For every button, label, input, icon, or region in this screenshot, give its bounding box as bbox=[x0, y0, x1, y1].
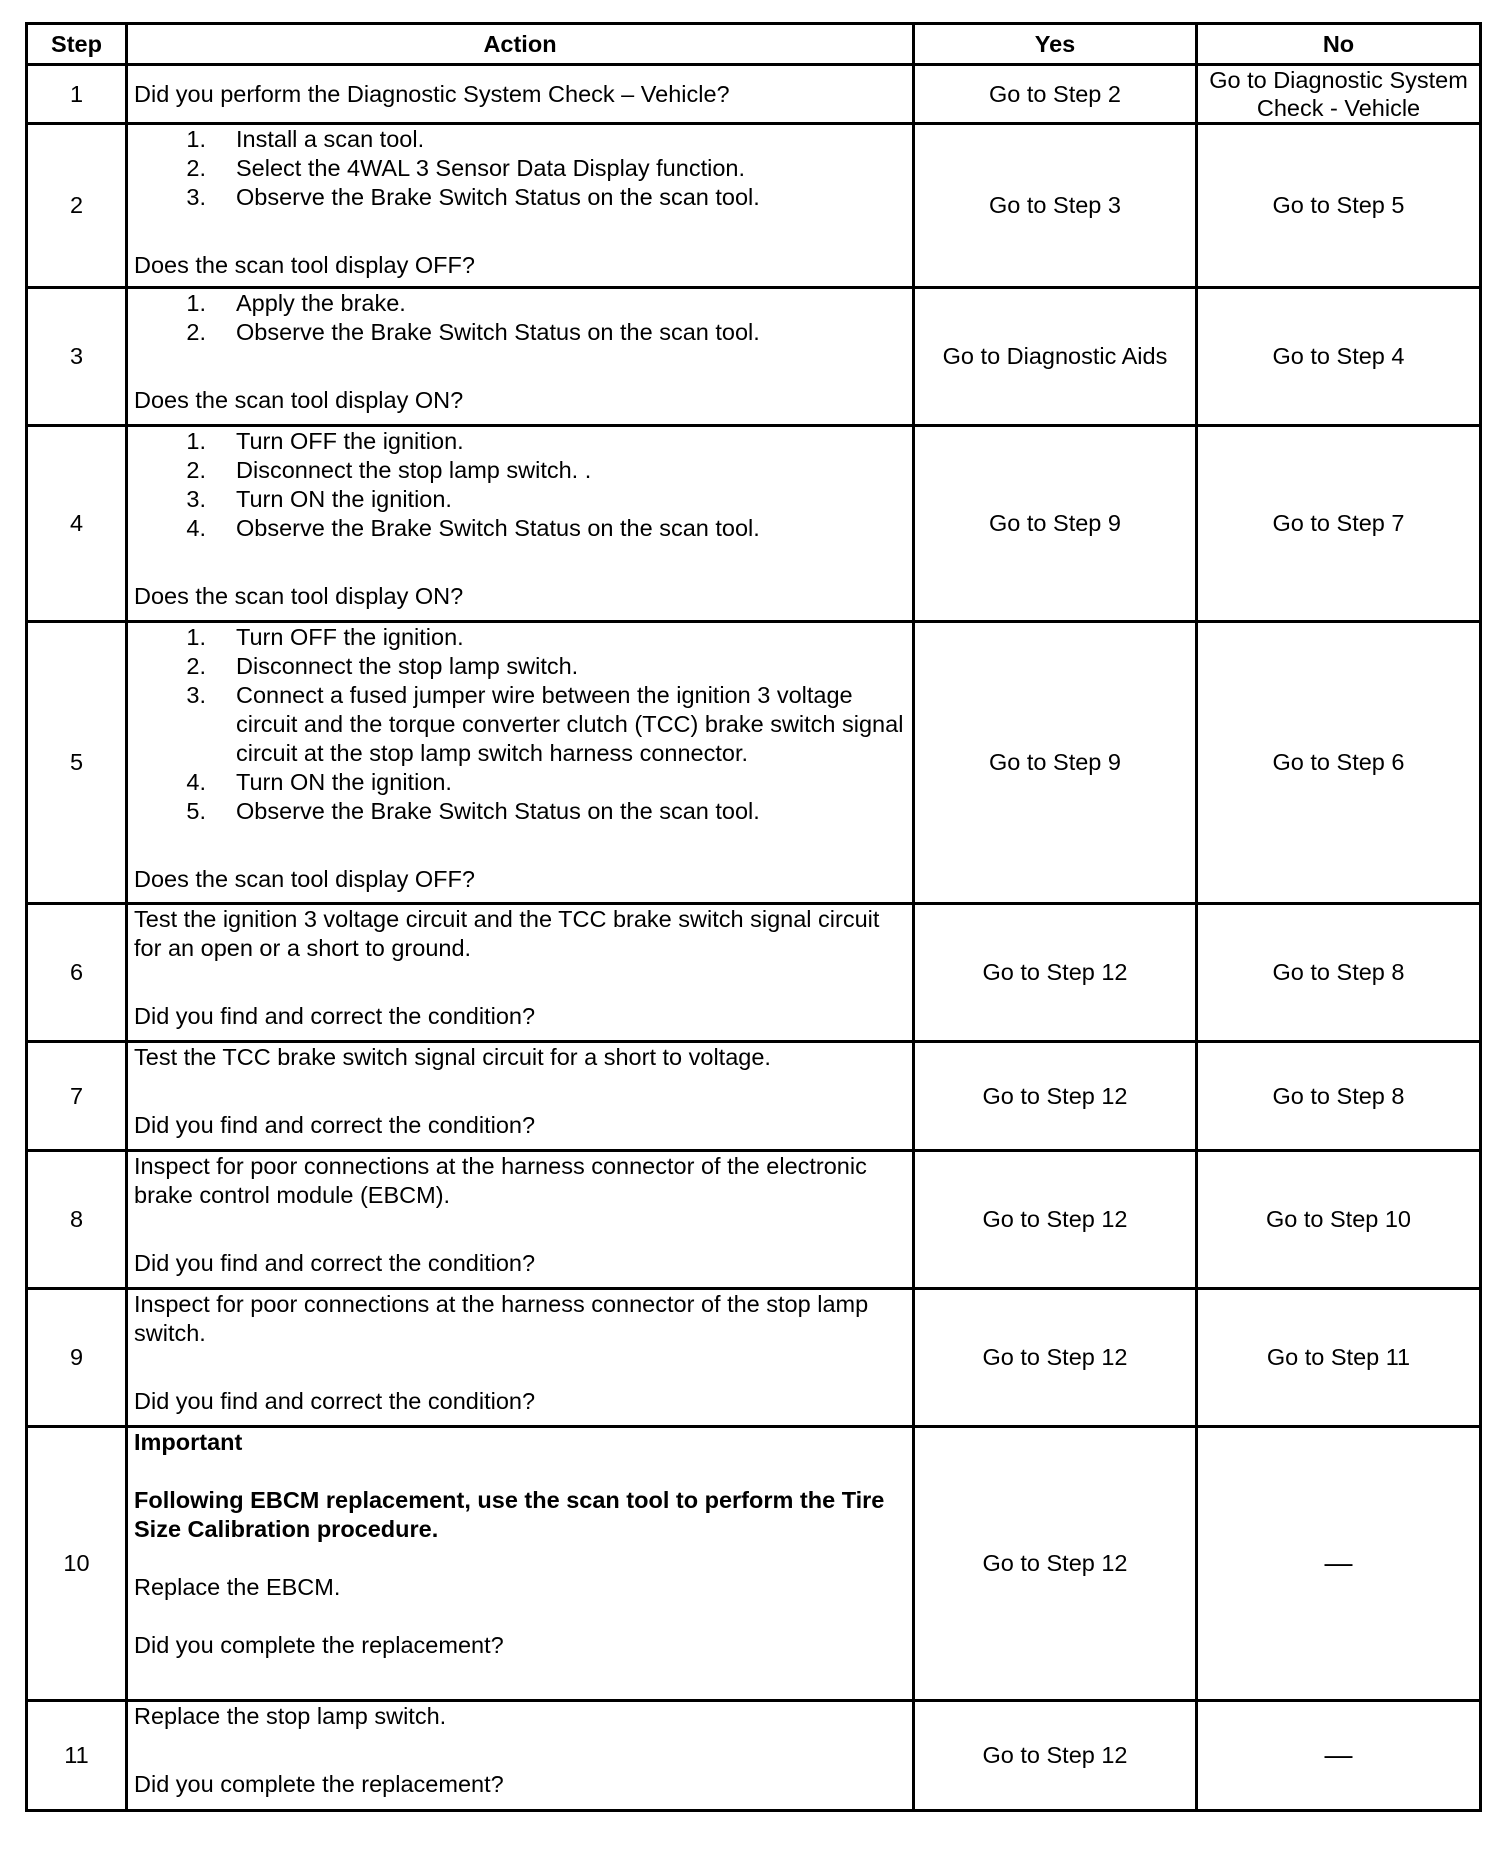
table-row bbox=[27, 124, 1481, 288]
no-cell: Go to Step 5 bbox=[1197, 124, 1481, 288]
action-question: Did you complete the replacement? bbox=[134, 1632, 504, 1658]
action-text: Replace the EBCM. bbox=[134, 1574, 341, 1600]
table-row bbox=[27, 1289, 1481, 1427]
action-cell bbox=[127, 904, 914, 1042]
dash-placeholder: — bbox=[1324, 1739, 1353, 1770]
action-cell bbox=[127, 1701, 914, 1811]
action-cell bbox=[127, 1042, 914, 1151]
action-question: Did you find and correct the condition? bbox=[134, 1250, 536, 1276]
list-item: 2. Observe the Brake Switch Status on the scan tool. bbox=[186, 319, 760, 345]
action-cell bbox=[127, 124, 914, 288]
procedure-list bbox=[134, 623, 906, 826]
step-number: 10 bbox=[27, 1427, 127, 1701]
yes-cell: Go to Step 9 bbox=[914, 426, 1197, 622]
table-row bbox=[27, 1427, 1481, 1701]
yes-cell: Go to Diagnostic Aids bbox=[914, 288, 1197, 426]
list-item: 5. Observe the Brake Switch Status on the scan tool. bbox=[186, 798, 760, 824]
list-item: 3. Connect a fused jumper wire between the ignition 3 voltage circuit and the torque converter clutch (TCC) brake switch signal circuit at the stop lamp switch harness connector. bbox=[186, 682, 904, 766]
table-row bbox=[27, 288, 1481, 426]
yes-cell: Go to Step 12 bbox=[914, 1042, 1197, 1151]
no-cell bbox=[1197, 1701, 1481, 1811]
action-question: Did you find and correct the condition? bbox=[134, 1388, 536, 1414]
table-row bbox=[27, 904, 1481, 1042]
yes-cell: Go to Step 12 bbox=[914, 1151, 1197, 1289]
action-cell bbox=[127, 1289, 914, 1427]
action-question: Did you perform the Diagnostic System Check – Vehicle? bbox=[134, 80, 730, 107]
diagnostic-table bbox=[25, 22, 1482, 1812]
table-row bbox=[27, 1151, 1481, 1289]
action-question: Does the scan tool display ON? bbox=[134, 583, 464, 609]
no-cell: Go to Step 6 bbox=[1197, 622, 1481, 904]
action-cell bbox=[127, 1151, 914, 1289]
no-cell: Go to Diagnostic System Check - Vehicle bbox=[1197, 65, 1481, 124]
action-text: Inspect for poor connections at the harness connector of the stop lamp switch. bbox=[134, 1291, 869, 1346]
step-number: 5 bbox=[27, 622, 127, 904]
action-cell bbox=[127, 65, 914, 124]
no-cell: Go to Step 8 bbox=[1197, 904, 1481, 1042]
step-number: 9 bbox=[27, 1289, 127, 1427]
table-row bbox=[27, 1701, 1481, 1811]
table-row bbox=[27, 622, 1481, 904]
list-item: 2. Disconnect the stop lamp switch. bbox=[186, 653, 579, 679]
list-item: 2. Disconnect the stop lamp switch. . bbox=[186, 457, 592, 483]
no-cell: Go to Step 10 bbox=[1197, 1151, 1481, 1289]
important-text: Following EBCM replacement, use the scan tool to perform the Tire Size Calibration procedure. bbox=[134, 1487, 885, 1542]
important-heading: Important bbox=[134, 1429, 243, 1455]
table-row bbox=[27, 65, 1481, 124]
action-question: Does the scan tool display OFF? bbox=[134, 866, 475, 892]
step-number: 7 bbox=[27, 1042, 127, 1151]
table-row bbox=[27, 426, 1481, 622]
action-question: Did you find and correct the condition? bbox=[134, 1112, 536, 1138]
list-item: 1. Turn OFF the ignition. bbox=[186, 624, 464, 650]
header-yes: Yes bbox=[914, 24, 1197, 65]
list-item: 4. Observe the Brake Switch Status on the scan tool. bbox=[186, 515, 760, 541]
header-action: Action bbox=[127, 24, 914, 65]
list-item: 1. Apply the brake. bbox=[186, 290, 406, 316]
yes-cell: Go to Step 12 bbox=[914, 1427, 1197, 1701]
action-cell bbox=[127, 1427, 914, 1701]
list-item: 1. Install a scan tool. bbox=[186, 126, 425, 152]
no-cell: Go to Step 8 bbox=[1197, 1042, 1481, 1151]
list-item: 2. Select the 4WAL 3 Sensor Data Display function. bbox=[186, 155, 745, 181]
step-number: 11 bbox=[27, 1701, 127, 1811]
yes-cell: Go to Step 2 bbox=[914, 65, 1197, 124]
procedure-list bbox=[134, 427, 906, 543]
step-number: 8 bbox=[27, 1151, 127, 1289]
header-row bbox=[27, 24, 1481, 65]
step-number: 6 bbox=[27, 904, 127, 1042]
list-item: 3. Observe the Brake Switch Status on the scan tool. bbox=[186, 184, 760, 210]
action-cell bbox=[127, 622, 914, 904]
step-number: 4 bbox=[27, 426, 127, 622]
yes-cell: Go to Step 9 bbox=[914, 622, 1197, 904]
step-number: 1 bbox=[27, 65, 127, 124]
action-question: Did you find and correct the condition? bbox=[134, 1003, 536, 1029]
no-cell: Go to Step 11 bbox=[1197, 1289, 1481, 1427]
table-row bbox=[27, 1042, 1481, 1151]
procedure-list bbox=[134, 289, 906, 347]
yes-cell: Go to Step 3 bbox=[914, 124, 1197, 288]
list-item: 1. Turn OFF the ignition. bbox=[186, 428, 464, 454]
header-no: No bbox=[1197, 24, 1481, 65]
action-text: Replace the stop lamp switch. bbox=[134, 1703, 447, 1729]
yes-cell: Go to Step 12 bbox=[914, 904, 1197, 1042]
action-cell bbox=[127, 426, 914, 622]
step-number: 2 bbox=[27, 124, 127, 288]
action-text: Inspect for poor connections at the harness connector of the electronic brake control module (EBCM). bbox=[134, 1153, 867, 1208]
action-question: Did you complete the replacement? bbox=[134, 1771, 504, 1797]
action-text: Test the TCC brake switch signal circuit for a short to voltage. bbox=[134, 1044, 771, 1070]
yes-cell: Go to Step 12 bbox=[914, 1701, 1197, 1811]
procedure-list bbox=[134, 125, 906, 212]
action-question: Does the scan tool display ON? bbox=[134, 387, 464, 413]
action-cell bbox=[127, 288, 914, 426]
step-number: 3 bbox=[27, 288, 127, 426]
action-question: Does the scan tool display OFF? bbox=[134, 252, 475, 278]
header-step: Step bbox=[27, 24, 127, 65]
list-item: 4. Turn ON the ignition. bbox=[186, 769, 452, 795]
list-item: 3. Turn ON the ignition. bbox=[186, 486, 452, 512]
no-cell: Go to Step 7 bbox=[1197, 426, 1481, 622]
dash-placeholder: — bbox=[1324, 1547, 1353, 1578]
action-text: Test the ignition 3 voltage circuit and the TCC brake switch signal circuit for an open or a short to ground. bbox=[134, 906, 880, 961]
no-cell bbox=[1197, 1427, 1481, 1701]
yes-cell: Go to Step 12 bbox=[914, 1289, 1197, 1427]
no-cell: Go to Step 4 bbox=[1197, 288, 1481, 426]
